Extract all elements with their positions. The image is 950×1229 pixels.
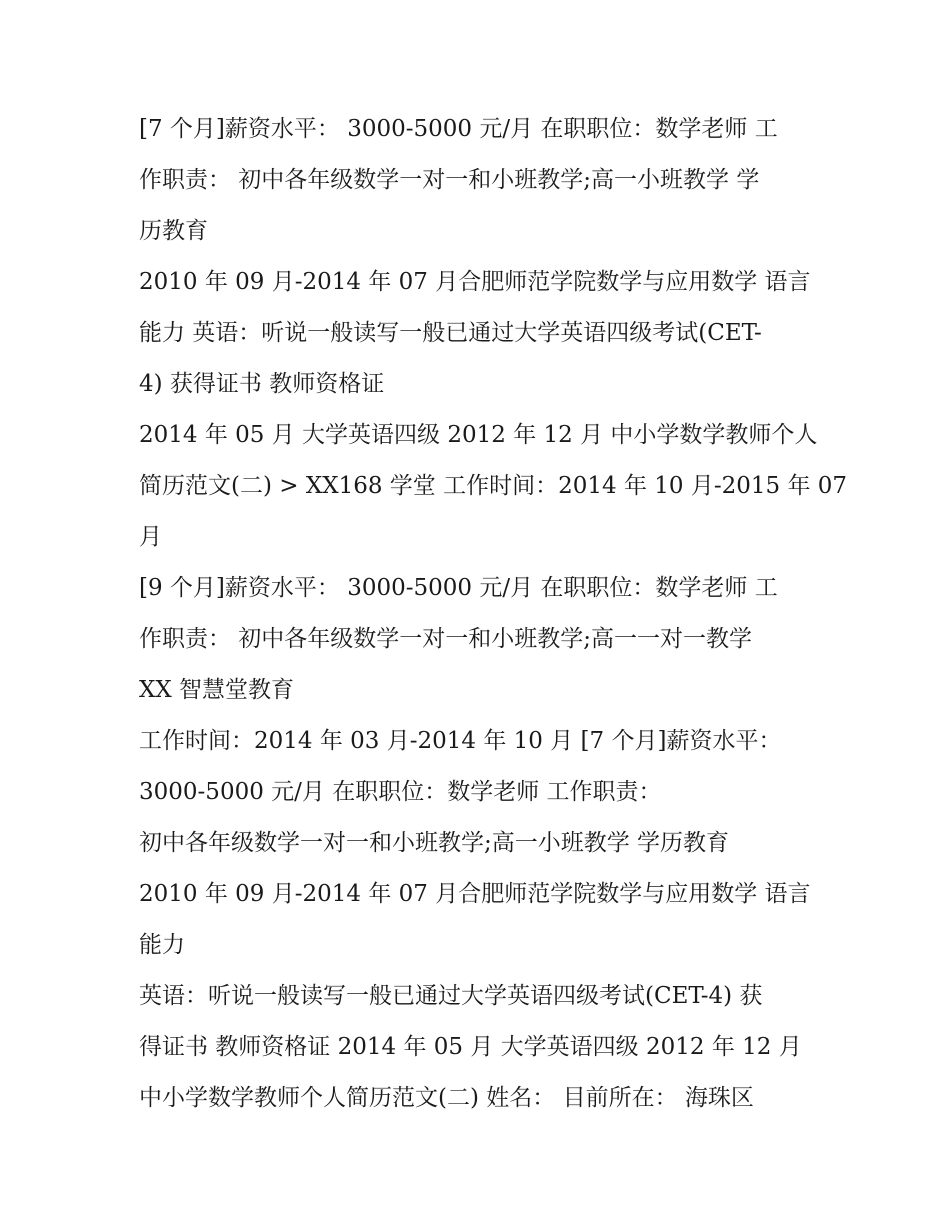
text-line: XX 智慧堂教育 <box>139 677 295 703</box>
text-line: 工作时间：2014 年 03 月-2014 年 10 月 [7 个月]薪资水平： <box>139 728 782 754</box>
text-line: [7 个月]薪资水平： 3000-5000 元/月 在职职位：数学老师 工 <box>139 116 778 142</box>
text-line: 2014 年 05 月 大学英语四级 2012 年 12 月 中小学数学教师个人 <box>139 422 818 448</box>
text-line: 英语：听说一般读写一般已通过大学英语四级考试(CET-4) 获 <box>139 983 763 1009</box>
text-line: 作职责： 初中各年级数学一对一和小班教学;高一一对一教学 <box>139 626 753 652</box>
document-body <box>139 104 848 1124</box>
text-line: 作职责： 初中各年级数学一对一和小班教学;高一小班教学 学 <box>139 167 760 193</box>
text-line: 中小学数学教师个人简历范文(二) 姓名： 目前所在： 海珠区 <box>139 1085 754 1111</box>
text-line: 得证书 教师资格证 2014 年 05 月 大学英语四级 2012 年 12 月 <box>139 1034 802 1060</box>
text-line: 2010 年 09 月-2014 年 07 月合肥师范学院数学与应用数学 语言 <box>139 269 811 295</box>
text-line: 2010 年 09 月-2014 年 07 月合肥师范学院数学与应用数学 语言 <box>139 881 811 907</box>
text-line: [9 个月]薪资水平： 3000-5000 元/月 在职职位：数学老师 工 <box>139 575 778 601</box>
text-line: 能力 <box>139 932 185 958</box>
text-line: 3000-5000 元/月 在职职位：数学老师 工作职责： <box>139 779 662 805</box>
text-line: 简历范文(二) > XX168 学堂 工作时间：2014 年 10 月-2015 年 07 <box>139 473 848 499</box>
text-line: 历教育 <box>139 218 208 244</box>
text-line: 能力 英语：听说一般读写一般已通过大学英语四级考试(CET- <box>139 320 762 346</box>
text-line: 月 <box>139 524 162 550</box>
text-line: 4) 获得证书 教师资格证 <box>139 371 385 397</box>
text-line: 初中各年级数学一对一和小班教学;高一小班教学 学历教育 <box>139 830 730 856</box>
